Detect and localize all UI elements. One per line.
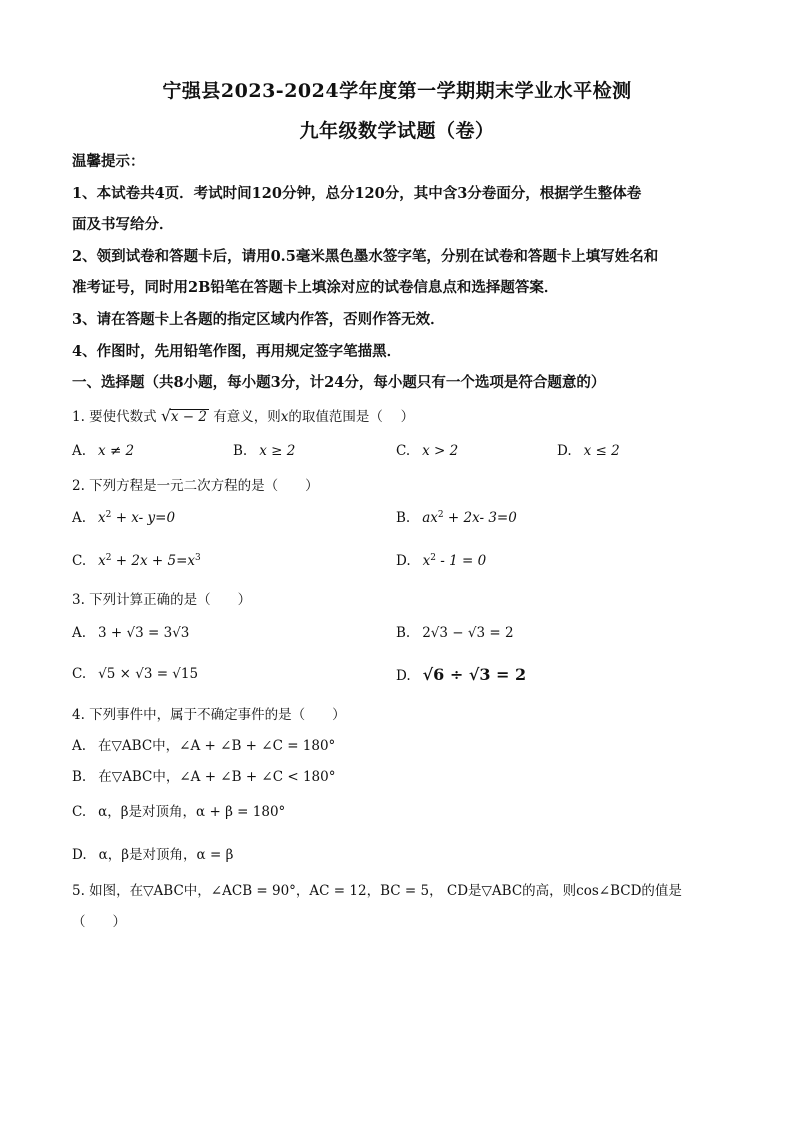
option-c: C. $x^2 + 2x + 5=x^3$	[72, 553, 201, 569]
option-b: B. $ax^2 + 2x-$ 3=0	[396, 510, 517, 526]
option-d: D. α，β是对顶角，α = β	[72, 847, 234, 863]
page-title: 宁强县2023-2024学年度第一学期期末学业水平检测	[162, 80, 632, 102]
question-text: 的取值范围是（ ）	[288, 409, 415, 425]
option-b: B. x ≥ 2	[233, 443, 296, 459]
option-b: B. 在▽ABC中，∠A + ∠B + ∠C < 180°	[72, 769, 336, 785]
question-text: 有意义，则	[213, 409, 281, 425]
option-d: D. $x^2 - 1 = 0$	[396, 553, 487, 569]
tip-line: 1、本试卷共4页．考试时间120分钟，总分120分，其中含3分卷面分，根据学生整体卷	[72, 185, 642, 202]
option-a: A. 在▽ABC中，∠A + ∠B + ∠C = 180°	[72, 738, 336, 754]
sqrt-icon: √	[160, 407, 171, 425]
question-text: 1. 要使代数式	[72, 409, 157, 425]
tip-line: 面及书写给分．	[72, 216, 174, 233]
question-4: 4. 下列事件中，属于不确定事件的是（ ）	[72, 707, 346, 723]
question-5: 5. 如图，在▽ABC中，∠ACB = 90°，AC = 12，BC = 5， CD是▽ABC的高，则cos∠BCD的值是	[72, 883, 682, 899]
option-b: B. 2√3 − √3 = 2	[396, 625, 514, 641]
tip-line: 3、请在答题卡上各题的指定区域内作答，否则作答无效．	[72, 311, 445, 328]
option-a: A. 3 + √3 = 3√3	[72, 625, 190, 641]
tip-line: 准考证号，同时用2B铅笔在答题卡上填涂对应的试卷信息点和选择题答案．	[72, 279, 559, 296]
option-a: A. $x^2 + x-$ y=0	[72, 510, 176, 526]
option-c: C. x > 2	[396, 443, 459, 459]
question-1	[72, 405, 414, 425]
radicand: x − 2	[170, 409, 207, 425]
option-c: C. √5 × √3 = √15	[72, 666, 199, 682]
option-d: D. x ≤ 2	[557, 443, 620, 459]
question-3: 3. 下列计算正确的是（ ）	[72, 592, 252, 608]
option-a: A. x ≠ 2	[72, 443, 135, 459]
question-2: 2. 下列方程是一元二次方程的是（ ）	[72, 478, 319, 494]
option-c: C. α，β是对顶角，α + β = 180°	[72, 804, 286, 820]
question-5-answer-blank: （ ）	[72, 914, 126, 930]
tip-line: 4、作图时，先用铅笔作图，再用规定签字笔描黑．	[72, 343, 402, 360]
variable: x	[280, 409, 289, 425]
option-d: D. √6 ÷ √3 = 2	[396, 665, 527, 684]
tip-line: 2、领到试卷和答题卡后，请用0.5毫米黑色墨水签字笔，分别在试卷和答题卡上填写姓名和	[72, 248, 659, 265]
section-heading: 一、选择题（共8小题，每小题3分，计24分，每小题只有一个选项是符合题意的）	[72, 374, 606, 391]
tips-label: 温馨提示：	[72, 153, 145, 170]
page-subtitle: 九年级数学试题（卷）	[299, 120, 495, 142]
